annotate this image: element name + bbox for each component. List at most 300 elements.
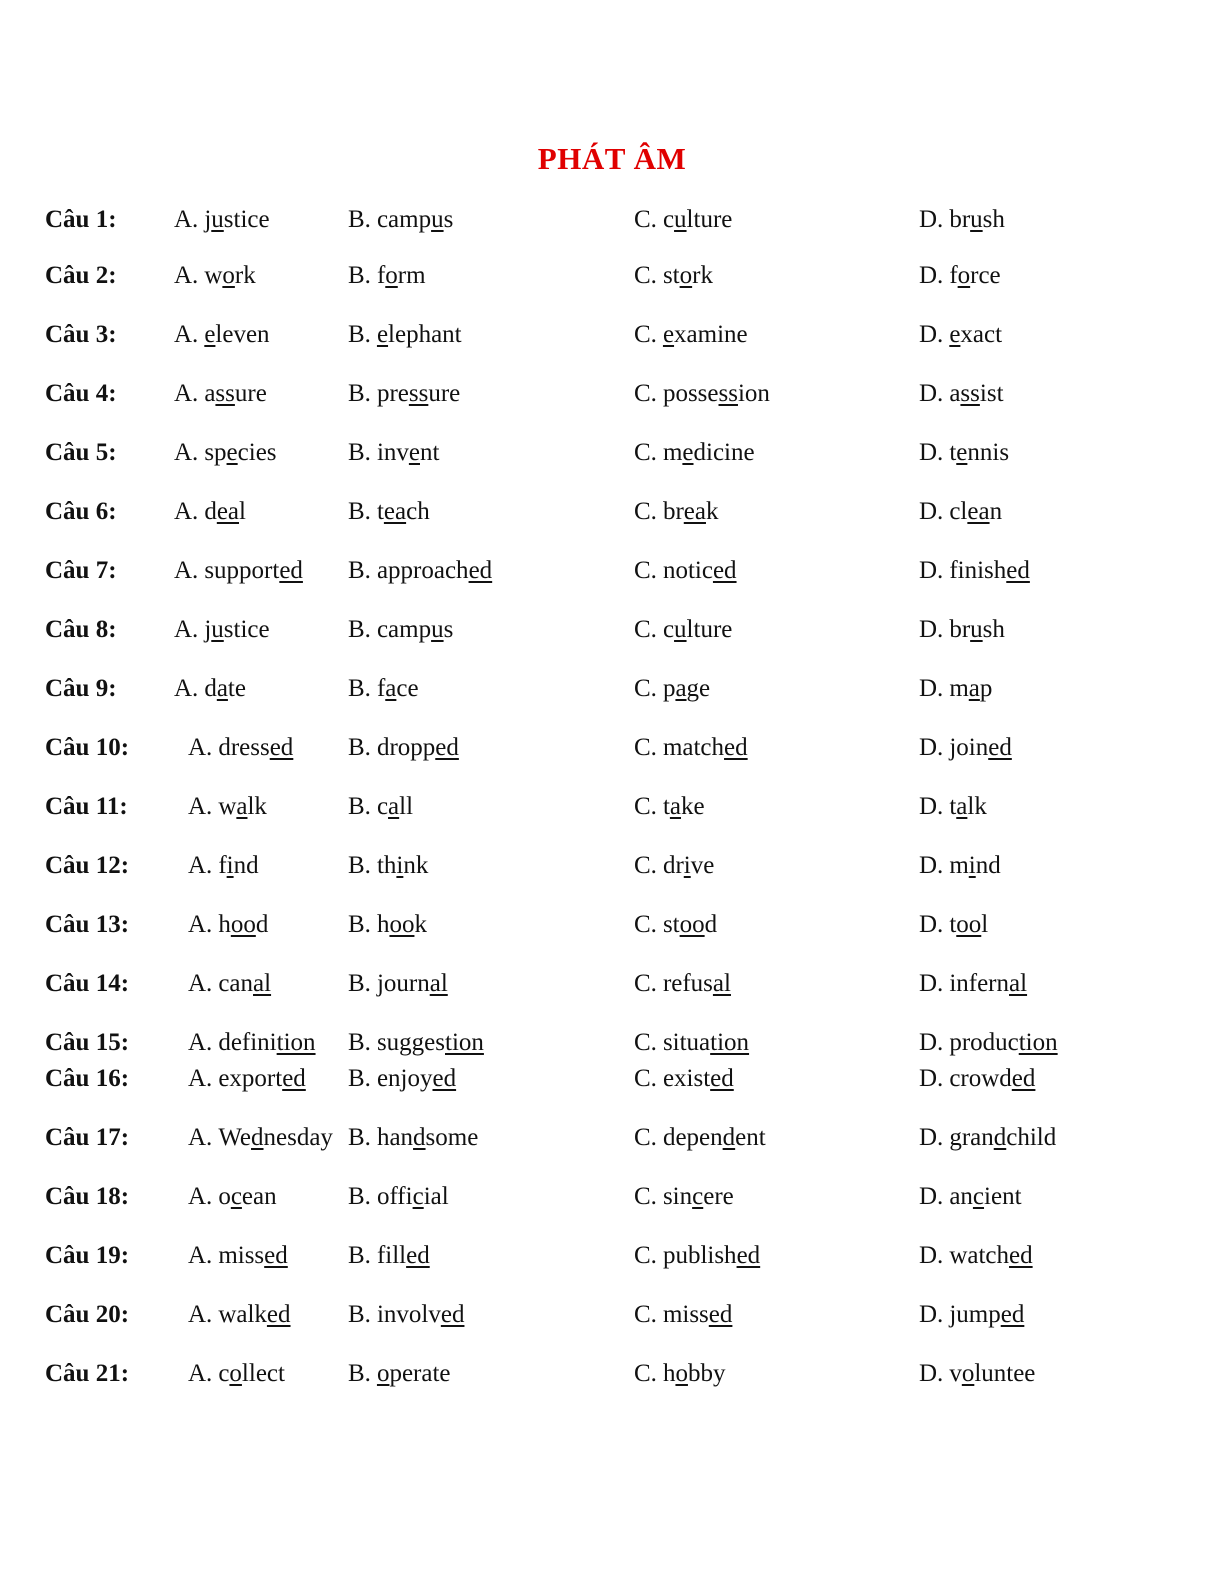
word-part: miss [218,1242,265,1269]
word-part: t [949,439,957,466]
underlined-sound: ed [988,734,1012,761]
option-d [919,613,1005,647]
word-part: ke [681,793,705,820]
word-part: posse [662,380,719,407]
option-letter: D. [919,1301,944,1328]
option-b [348,203,453,237]
word-part: xact [960,321,1003,348]
option-letter: C. [634,498,657,525]
underlined-sound: o [679,262,693,289]
option-letter: B. [348,498,371,525]
option-letter: D. [919,1065,944,1092]
word-part: notic [662,557,713,584]
option-c [634,967,731,1001]
underlined-sound: oo [956,911,982,938]
word-part: f [218,852,227,879]
option-letter: A. [188,911,213,938]
option-letter: A. [188,1029,213,1056]
question-row [0,672,1224,706]
option-letter: B. [348,206,371,233]
underlined-sound: c [972,1183,985,1210]
option-c [634,1298,732,1332]
option-b [348,377,460,411]
underlined-sound: al [1009,970,1028,997]
underlined-sound: ed [1011,1065,1036,1092]
option-c [634,1180,734,1214]
option-b [348,790,413,824]
underlined-sound: ed [432,1065,457,1092]
word-part: te [227,675,246,702]
underlined-sound: a [675,675,687,702]
word-part: bby [687,1360,726,1387]
option-a [174,554,303,588]
option-letter: B. [348,1065,371,1092]
question-label: Câu 9: [45,675,117,702]
option-d [919,1121,1056,1155]
word-part: rm [397,262,426,289]
word-part: depen [662,1124,723,1151]
option-letter: B. [348,380,371,407]
underlined-sound: ea [216,498,240,525]
word-part: watch [949,1242,1010,1269]
word-part: exist [662,1065,711,1092]
option-letter: B. [348,557,371,584]
option-letter: D. [919,380,944,407]
option-b [348,1026,484,1060]
question-label: Câu 13: [45,911,130,938]
question-row [0,908,1224,942]
option-letter: A. [174,262,199,289]
word-part: sp [204,439,227,466]
option-letter: A. [188,1124,213,1151]
underlined-sound: a [388,793,400,820]
word-part: infern [949,970,1010,997]
word-part: br [662,498,684,525]
underlined-sound: a [968,675,980,702]
word-part: involv [376,1301,441,1328]
question-label: Câu 4: [45,380,117,407]
underlined-sound: u [970,206,983,233]
underlined-sound: o [675,1360,688,1387]
word-part: perate [389,1360,451,1387]
option-d [919,259,1001,293]
underlined-sound: ed [708,1301,733,1328]
word-part: camp [376,206,432,233]
option-a [174,672,246,706]
option-c [634,790,705,824]
word-part: journ [376,970,430,997]
word-part: rce [970,262,1001,289]
word-part: enjoy [376,1065,433,1092]
option-letter: C. [634,557,657,584]
word-part: inv [376,439,409,466]
word-part: finish [949,557,1007,584]
option-b [348,908,427,942]
option-a [188,849,259,883]
underlined-sound: ed [1006,557,1030,584]
option-d [919,554,1030,588]
word-part: offi [376,1183,413,1210]
word-part: publish [662,1242,737,1269]
question-row [0,259,1224,293]
option-d [919,436,1009,470]
option-d [919,377,1004,411]
option-d [919,1062,1035,1096]
option-b [348,1062,456,1096]
word-part: sin [662,1183,693,1210]
underlined-sound: ed [279,557,303,584]
underlined-sound: d [251,1124,264,1151]
word-part: nd [975,852,1001,879]
underlined-sound: tion [710,1029,750,1056]
word-part: ge [686,675,711,702]
underlined-sound: ea [383,498,407,525]
option-a [188,731,293,765]
underlined-sound: ed [1009,1242,1033,1269]
option-letter: B. [348,911,371,938]
option-letter: D. [919,734,944,761]
underlined-sound: ed [266,1301,291,1328]
underlined-sound: ed [736,1242,761,1269]
option-d [919,908,988,942]
question-row [0,613,1224,647]
option-letter: D. [919,557,944,584]
option-a [174,495,246,529]
underlined-sound: ss [960,380,980,407]
underlined-sound: ed [282,1065,306,1092]
word-part: rk [234,262,256,289]
underlined-sound: o [385,262,398,289]
option-a [174,613,270,647]
word-part: n [989,498,1003,525]
option-letter: C. [634,1301,657,1328]
option-letter: B. [348,1360,371,1387]
option-c [634,259,713,293]
word-part: can [218,970,254,997]
word-part: a [949,380,961,407]
underlined-sound: i [968,852,976,879]
underlined-sound: ed [435,734,459,761]
word-part: an [949,1183,973,1210]
question-label: Câu 16: [45,1065,130,1092]
word-part: ient [984,1183,1022,1210]
word-part: cl [949,498,968,525]
option-letter: D. [919,970,944,997]
option-letter: D. [919,675,944,702]
question-label: Câu 7: [45,557,117,584]
underlined-sound: e [408,439,420,466]
option-letter: B. [348,1301,371,1328]
underlined-sound: ed [406,1242,430,1269]
word-part: ve [690,852,715,879]
option-letter: C. [634,206,657,233]
option-d [919,731,1012,765]
underlined-sound: tion [445,1029,484,1056]
word-part: pre [376,380,409,407]
option-a [188,1298,291,1332]
word-part: k [414,911,427,938]
word-part: lephant [388,321,462,348]
underlined-sound: ed [712,557,737,584]
option-letter: A. [188,1242,213,1269]
option-a [188,1062,306,1096]
option-letter: D. [919,1360,944,1387]
question-row [0,1121,1224,1155]
question-row [0,790,1224,824]
underlined-sound: ed [724,734,748,761]
underlined-sound: oo [679,911,705,938]
word-part: d [704,911,718,938]
option-letter: C. [634,793,657,820]
underlined-sound: tion [1018,1029,1058,1056]
underlined-sound: ed [468,557,493,584]
underlined-sound: o [222,262,235,289]
word-part: stice [223,616,270,643]
option-b [348,1357,451,1391]
word-part: lture [686,616,733,643]
word-part: ean [241,1183,277,1210]
option-b [348,259,426,293]
underlined-sound: oo [389,911,415,938]
word-part: child [1006,1124,1057,1151]
word-part: produc [949,1029,1019,1056]
option-d [919,1298,1024,1332]
option-c [634,1026,749,1060]
option-letter: A. [188,1183,213,1210]
underlined-sound: u [211,616,224,643]
option-d [919,1026,1058,1060]
underlined-sound: d [413,1124,426,1151]
option-c [634,908,717,942]
option-b [348,436,439,470]
question-label: Câu 1: [45,206,117,233]
word-part: j [204,206,212,233]
option-c [634,1357,725,1391]
underlined-sound: e [226,439,238,466]
word-part: j [204,616,212,643]
word-part: d [204,498,217,525]
option-a [174,318,270,352]
underlined-sound: a [385,675,397,702]
word-part: ial [423,1183,449,1210]
word-part: walk [218,1301,267,1328]
option-b [348,1239,430,1273]
word-part: ion [737,380,770,407]
underlined-sound: al [429,970,448,997]
underlined-sound: ss [408,380,429,407]
option-b [348,967,448,1001]
word-part: ll [399,793,414,820]
word-part: f [376,262,386,289]
option-letter: B. [348,852,371,879]
question-label: Câu 3: [45,321,117,348]
question-label: Câu 21: [45,1360,130,1387]
question-label: Câu 10: [45,734,130,761]
underlined-sound: a [236,793,248,820]
underlined-sound: tion [276,1029,316,1056]
option-d [919,790,987,824]
word-part: situa [662,1029,711,1056]
option-letter: D. [919,498,944,525]
option-letter: C. [634,1360,657,1387]
word-part: ch [406,498,430,525]
option-b [348,613,453,647]
underlined-sound: c [230,1183,242,1210]
underlined-sound: ed [440,1301,465,1328]
word-part: d [255,911,269,938]
option-b [348,1298,464,1332]
word-part: f [949,262,958,289]
word-part: refus [662,970,713,997]
underlined-sound: ed [264,1242,288,1269]
word-part: stice [223,206,270,233]
word-part: p [979,675,993,702]
underlined-sound: o [376,1360,390,1387]
option-a [174,377,267,411]
word-part: leven [215,321,270,348]
underlined-sound: i [683,852,691,879]
word-part: l [239,498,246,525]
underlined-sound: e [949,321,961,348]
word-part: nnis [967,439,1010,466]
option-a [174,203,270,237]
option-d [919,318,1002,352]
word-part: camp [376,616,432,643]
option-c [634,849,714,883]
question-row [0,849,1224,883]
word-part: t [376,498,384,525]
option-letter: C. [634,321,657,348]
word-part: t [949,911,957,938]
word-part: c [662,616,675,643]
word-part: rk [692,262,713,289]
option-c [634,495,718,529]
question-row [0,318,1224,352]
underlined-sound: ed [710,1065,734,1092]
word-part: sugges [376,1029,445,1056]
option-c [634,203,732,237]
option-letter: D. [919,321,944,348]
option-letter: A. [174,439,199,466]
option-letter: B. [348,439,371,466]
underlined-sound: o [961,1360,975,1387]
word-part: sh [982,206,1005,233]
word-part: s [443,206,454,233]
word-part: cies [237,439,277,466]
option-a [188,790,267,824]
option-c [634,672,710,706]
underlined-sound: al [253,970,272,997]
word-part: m [949,675,969,702]
option-letter: D. [919,911,944,938]
option-c [634,1062,734,1096]
option-d [919,849,1001,883]
word-part: ent [735,1124,766,1151]
option-letter: C. [634,1183,657,1210]
question-row [0,203,1224,237]
word-part: xamine [674,321,748,348]
word-part: lture [686,206,733,233]
option-a [174,259,256,293]
word-part: m [662,439,683,466]
option-letter: B. [348,970,371,997]
word-part: l [981,911,989,938]
word-part: fill [376,1242,407,1269]
underlined-sound: i [396,852,404,879]
question-row [0,1180,1224,1214]
word-part: sh [982,616,1005,643]
option-letter: B. [348,1242,371,1269]
option-letter: C. [634,262,657,289]
option-c [634,1239,760,1273]
option-a [188,967,271,1001]
option-letter: D. [919,793,944,820]
word-part: han [376,1124,414,1151]
option-letter: C. [634,1242,657,1269]
underlined-sound: ea [967,498,990,525]
option-d [919,1357,1035,1391]
word-part: st [662,911,680,938]
word-part: ere [703,1183,734,1210]
word-part: p [662,675,676,702]
option-letter: D. [919,262,944,289]
option-a [188,1239,288,1273]
option-b [348,1121,478,1155]
underlined-sound: u [674,616,687,643]
option-c [634,613,732,647]
word-part: lk [967,793,987,820]
word-part: approach [376,557,469,584]
word-part: match [662,734,725,761]
word-part: v [949,1360,962,1387]
option-letter: A. [188,734,213,761]
option-letter: A. [188,1301,213,1328]
word-part: ure [428,380,461,407]
option-letter: A. [174,498,199,525]
option-c [634,318,748,352]
question-label: Câu 2: [45,262,117,289]
option-b [348,672,419,706]
option-a [188,908,268,942]
question-row [0,1239,1224,1273]
option-letter: C. [634,1065,657,1092]
question-label: Câu 6: [45,498,117,525]
word-part: ce [396,675,419,702]
question-row [0,436,1224,470]
option-b [348,318,462,352]
word-part: m [949,852,969,879]
word-part: llect [241,1360,285,1387]
question-label: Câu 14: [45,970,130,997]
word-part: st [662,262,680,289]
word-part: defini [218,1029,277,1056]
option-letter: A. [188,1065,213,1092]
underlined-sound: e [662,321,675,348]
word-part: th [376,852,397,879]
question-label: Câu 17: [45,1124,130,1151]
option-d [919,1239,1033,1273]
option-letter: C. [634,616,657,643]
option-b [348,1180,449,1214]
question-row [0,1062,1224,1096]
option-d [919,495,1002,529]
underlined-sound: u [211,206,224,233]
word-part: dicine [693,439,755,466]
underlined-sound: o [229,1360,242,1387]
underlined-sound: i [226,852,234,879]
option-letter: D. [919,852,944,879]
option-letter: B. [348,321,371,348]
